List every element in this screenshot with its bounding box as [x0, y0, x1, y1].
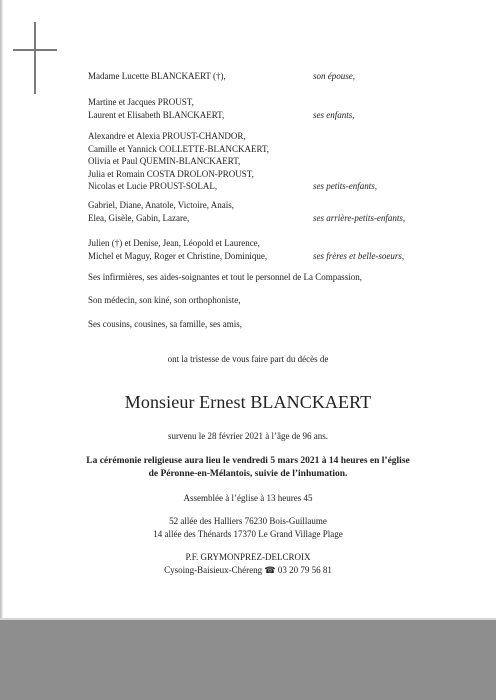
family-group-spouse	[88, 70, 413, 83]
address-line-2: 14 allée des Thénards 17370 Le Grand Village Plage	[153, 529, 343, 539]
relation-label: son épouse,	[313, 71, 355, 81]
family-member-line: Gabriel, Diane, Anatole, Victoire, Anaïs,	[88, 200, 235, 210]
family-group-grandchildren	[88, 130, 413, 193]
funeral-home-contact: Cysoing-Baisieux-Chéreng ☎ 03 20 79 56 81	[164, 565, 332, 575]
family-member-line: Michel et Maguy, Roger et Christine, Dominique,	[88, 250, 268, 261]
deceased-name: Monsieur Ernest BLANCKAERT	[124, 392, 372, 412]
family-member-line: Madame Lucette BLANCKAERT (†),	[88, 71, 226, 81]
death-info: survenu le 28 février 2021 à l’âge de 96 ans.	[168, 431, 328, 441]
family-member-line: Alexandre et Alexia PROUST-CHANDOR,	[88, 131, 246, 141]
others-line-staff: Ses infirmières, ses aides-soignantes et tout le personnel de La Compassion,	[88, 272, 362, 282]
scan-background	[0, 620, 496, 700]
family-group-children	[88, 96, 413, 121]
family-group-siblings	[88, 237, 413, 262]
family-member-line: Camille et Yannick COLLETTE-BLANCKAERT,	[88, 143, 270, 154]
ceremony-line-1: La cérémonie religieuse aura lieu le vendredi 5 mars 2021 à 14 heures en l’église	[86, 456, 410, 466]
family-group-great-grandchildren	[88, 199, 413, 224]
scan-edge	[0, 0, 3, 700]
address-line-1: 52 allée des Halliers 76230 Bois-Guillaume	[169, 516, 327, 526]
relation-label: ses petits-enfants,	[313, 181, 377, 191]
family-member-line: Olivia et Paul QUEMIN-BLANCKAERT,	[88, 156, 241, 166]
family-member-line: Laurent et Elisabeth BLANCKAERT,	[88, 109, 225, 120]
family-member-line: Martine et Jacques PROUST,	[88, 97, 194, 107]
relation-label: ses enfants,	[313, 109, 355, 120]
family-member-line: Julia et Romain COSTA DROLON-PROUST,	[88, 168, 254, 179]
others-line-medical: Son médecin, son kiné, son orthophoniste,	[88, 295, 241, 305]
others-line-relatives: Ses cousins, cousines, sa famille, ses amis,	[88, 319, 242, 329]
relation-label: ses arrière-petits-enfants,	[313, 212, 406, 223]
family-member-line: Julien (†) et Denise, Jean, Léopold et Laurence,	[88, 238, 260, 248]
latin-cross-icon	[13, 22, 57, 94]
announcement-intro: ont la tristesse de vous faire part du décès de	[167, 354, 329, 364]
assembly-info: Assemblée à l’église à 13 heures 45	[183, 493, 313, 503]
family-member-line: Nicolas et Lucie PROUST-SOLAL,	[88, 181, 218, 191]
funeral-home-name: P.F. GRYMONPREZ-DELCROIX	[185, 552, 311, 562]
family-member-line: Elea, Gisèle, Gabin, Lazare,	[88, 212, 190, 223]
relation-label: ses frères et belle-soeurs,	[313, 250, 405, 261]
ceremony-line-2: de Péronne-en-Mélantois, suivie de l’inhumation.	[148, 469, 348, 479]
